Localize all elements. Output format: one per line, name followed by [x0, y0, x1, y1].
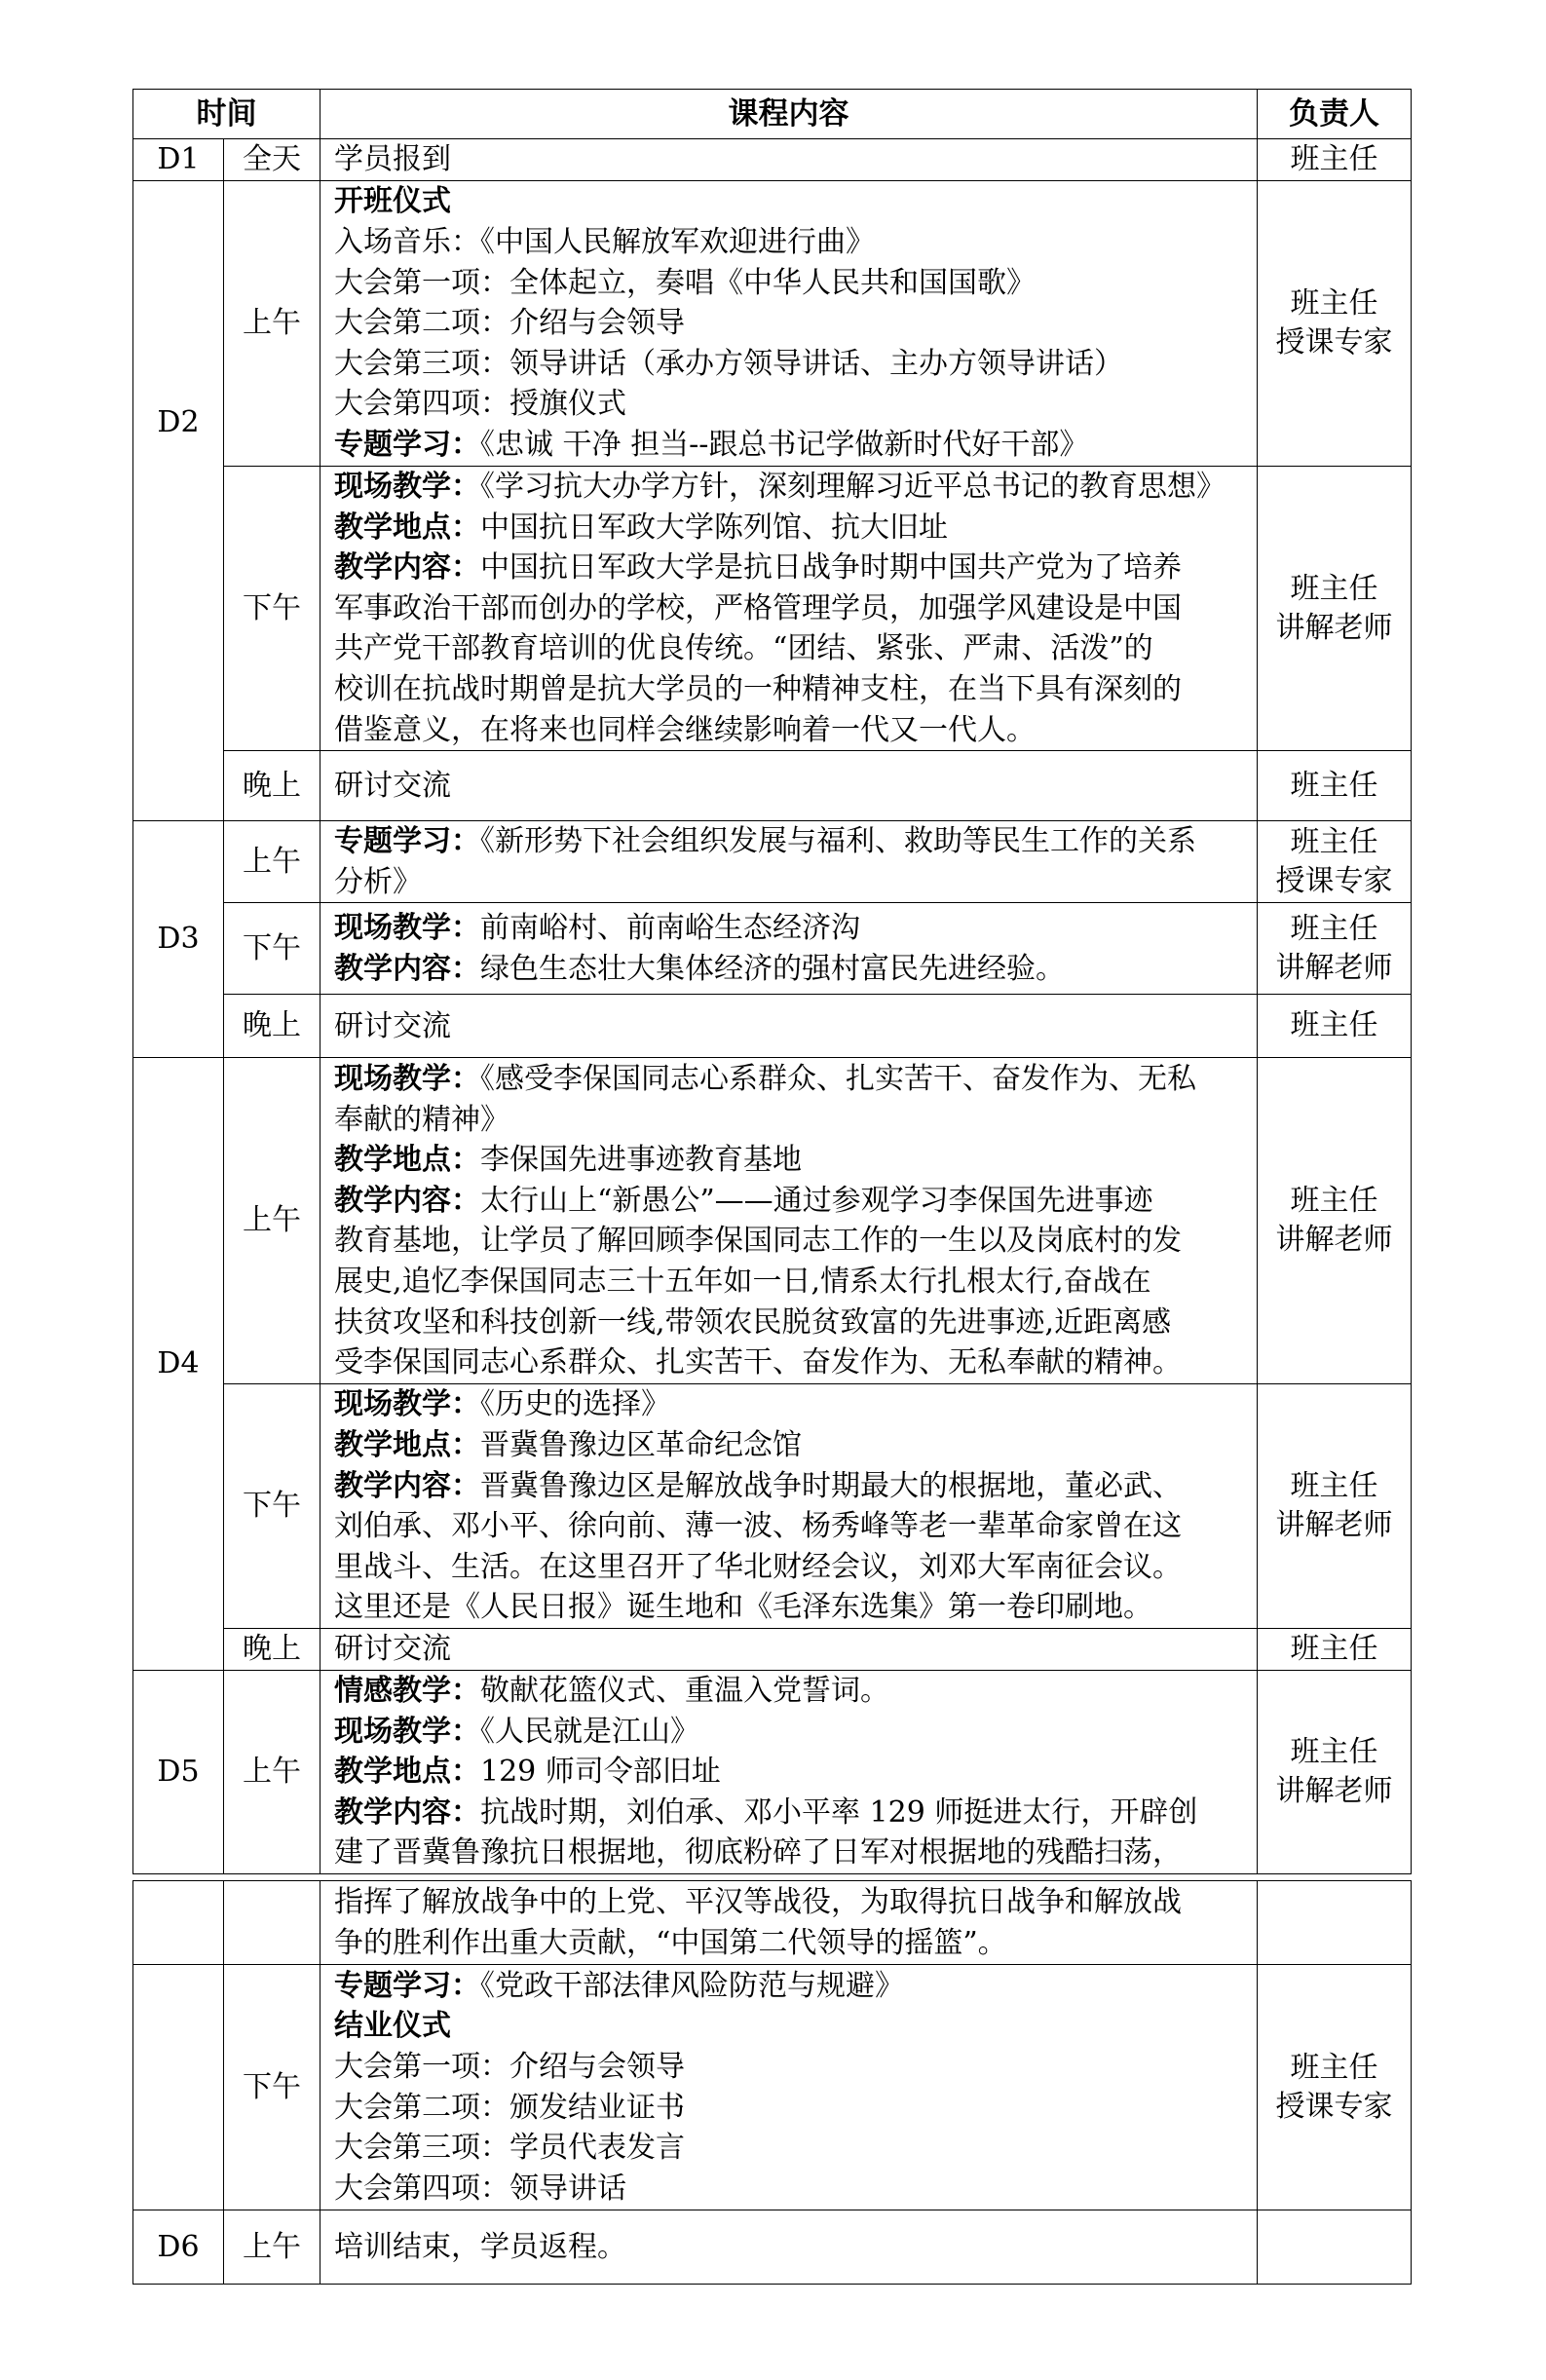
content-line: 研讨交流 — [334, 1008, 451, 1043]
content-line: 教学地点：129 师司令部旧址 — [334, 1755, 721, 1790]
person-name: 授课专家 — [1275, 863, 1393, 898]
content-line: 教学地点：李保国先进事迹教育基地 — [334, 1143, 802, 1178]
content-line: 展史,追忆李保国同志三十五年如一日,情系太行扎根太行,奋战在 — [334, 1264, 1151, 1299]
slot-label: 下午 — [224, 1965, 321, 2210]
content-line: 大会第三项：学员代表发言 — [334, 2131, 685, 2166]
person-cell — [1258, 1670, 1412, 1873]
table-row — [133, 467, 1412, 751]
content-line: 共产党干部教育培训的优良传统。“团结、紧张、严肃、活泼”的 — [334, 631, 1153, 666]
table-row — [133, 751, 1412, 821]
course-content — [321, 903, 1258, 995]
schedule-table-continued — [132, 1880, 1412, 2285]
content-line: 现场教学：前南峪村、前南峪生态经济沟 — [334, 911, 860, 946]
content-line: 现场教学：《人民就是江山》 — [334, 1714, 699, 1749]
day-label — [133, 1965, 224, 2210]
content-line: 借鉴意义，在将来也同样会继续影响着一代又一代人。 — [334, 712, 1036, 747]
course-content — [321, 1058, 1258, 1384]
person-name: 讲解老师 — [1275, 610, 1393, 645]
day-label: D5 — [133, 1670, 224, 1873]
person-cell — [1258, 995, 1412, 1058]
day-label: D6 — [133, 2210, 224, 2285]
day-label: D2 — [133, 181, 224, 821]
person-name: 讲解老师 — [1275, 1773, 1393, 1808]
course-content — [321, 1881, 1258, 1965]
person-cell — [1258, 181, 1412, 467]
person-name: 班主任 — [1290, 911, 1378, 946]
content-line: 研讨交流 — [334, 1632, 451, 1667]
content-line: 大会第一项：介绍与会领导 — [334, 2049, 685, 2084]
course-content — [321, 1628, 1258, 1670]
content-line: 受李保国同志心系群众、扎实苦干、奋发作为、无私奉献的精神。 — [334, 1345, 1182, 1380]
person-cell — [1258, 1628, 1412, 1670]
content-line: 大会第二项：颁发结业证书 — [334, 2090, 685, 2125]
slot-label: 上午 — [224, 1058, 321, 1384]
person-cell — [1258, 1881, 1412, 1965]
content-line: 扶贫攻坚和科技创新一线,带领农民脱贫致富的先进事迹,近距离感 — [334, 1304, 1172, 1340]
person-cell — [1258, 1058, 1412, 1384]
table-row — [133, 1965, 1412, 2210]
table-row — [133, 1881, 1412, 1965]
person-cell — [1258, 751, 1412, 821]
day-label: D3 — [133, 821, 224, 1058]
table-row — [133, 2210, 1412, 2285]
person-name: 授课专家 — [1275, 325, 1393, 359]
course-content — [321, 2210, 1258, 2285]
person-name: 授课专家 — [1275, 2089, 1393, 2124]
course-content — [321, 751, 1258, 821]
schedule-table — [132, 89, 1412, 1874]
person-name: 班主任 — [1290, 1184, 1378, 1219]
slot-label: 下午 — [224, 1384, 321, 1629]
table-row — [133, 1670, 1412, 1873]
slot-label: 上午 — [224, 821, 321, 903]
content-line: 教学内容：晋冀鲁豫边区是解放战争时期最大的根据地，董必武、 — [334, 1468, 1182, 1503]
content-line: 教育基地，让学员了解回顾李保国同志工作的一生以及岗底村的发 — [334, 1224, 1182, 1259]
slot-label: 下午 — [224, 467, 321, 751]
content-line: 现场教学：《学习抗大办学方针，深刻理解习近平总书记的教育思想》 — [334, 470, 1225, 504]
table-row — [133, 821, 1412, 903]
person-cell — [1258, 903, 1412, 995]
course-content — [321, 1670, 1258, 1873]
day-label: D1 — [133, 139, 224, 181]
content-line: 开班仪式 — [334, 184, 451, 219]
content-line: 入场音乐：《中国人民解放军欢迎进行曲》 — [334, 225, 875, 260]
content-line: 大会第四项：领导讲话 — [334, 2171, 626, 2206]
day-label: D4 — [133, 1058, 224, 1671]
content-line: 大会第三项：领导讲话（承办方领导讲话、主办方领导讲话） — [334, 346, 1123, 381]
course-content — [321, 467, 1258, 751]
content-line: 教学内容：中国抗日军政大学是抗日战争时期中国共产党为了培养 — [334, 550, 1182, 586]
header-content: 课程内容 — [321, 90, 1258, 139]
content-line: 里战斗、生活。在这里召开了华北财经会议，刘邓大军南征会议。 — [334, 1549, 1182, 1584]
slot-label: 晚上 — [224, 751, 321, 821]
person-name: 班主任 — [1290, 768, 1378, 803]
content-line: 结业仪式 — [334, 2009, 451, 2044]
content-line: 教学内容：抗战时期，刘伯承、邓小平率 129 师挺进太行，开辟创 — [334, 1794, 1198, 1830]
content-line: 这里还是《人民日报》诞生地和《毛泽东选集》第一卷印刷地。 — [334, 1590, 1152, 1625]
content-line: 情感教学：敬献花篮仪式、重温入党誓词。 — [334, 1673, 889, 1708]
person-name: 班主任 — [1290, 286, 1378, 321]
course-content — [321, 181, 1258, 467]
person-name: 班主任 — [1290, 1008, 1378, 1043]
content-line: 现场教学：《历史的选择》 — [334, 1387, 670, 1422]
content-line: 专题学习：《党政干部法律风险防范与规避》 — [334, 1968, 904, 2003]
content-line: 大会第一项：全体起立，奏唱《中华人民共和国国歌》 — [334, 265, 1036, 300]
person-cell — [1258, 1384, 1412, 1629]
slot-label: 上午 — [224, 2210, 321, 2285]
person-cell — [1258, 1965, 1412, 2210]
slot-label: 下午 — [224, 903, 321, 995]
table-row — [133, 903, 1412, 995]
content-line: 专题学习：《忠诚 干净 担当--跟总书记学做新时代好干部》 — [334, 427, 1089, 462]
slot-label: 全天 — [224, 139, 321, 181]
table-row — [133, 1058, 1412, 1384]
person-name: 讲解老师 — [1275, 950, 1393, 985]
person-cell — [1258, 467, 1412, 751]
content-line: 研讨交流 — [334, 768, 451, 803]
content-line: 军事政治干部而创办的学校，严格管理学员，加强学风建设是中国 — [334, 590, 1182, 625]
header-person: 负责人 — [1258, 90, 1412, 139]
content-line: 教学地点：晋冀鲁豫边区革命纪念馆 — [334, 1427, 802, 1462]
person-name: 讲解老师 — [1275, 1223, 1393, 1258]
table-row — [133, 995, 1412, 1058]
course-content — [321, 1384, 1258, 1629]
slot-label: 晚上 — [224, 995, 321, 1058]
content-line: 刘伯承、邓小平、徐向前、薄一波、杨秀峰等老一辈革命家曾在这 — [334, 1509, 1182, 1544]
person-name: 班主任 — [1290, 2050, 1378, 2085]
table-row — [133, 1384, 1412, 1629]
content-line: 指挥了解放战争中的上党、平汉等战役，为取得抗日战争和解放战 — [334, 1884, 1182, 1919]
day-label — [133, 1881, 224, 1965]
content-line: 教学内容：太行山上“新愚公”——通过参观学习李保国先进事迹 — [334, 1183, 1153, 1218]
header-row — [133, 90, 1412, 139]
person-cell — [1258, 821, 1412, 903]
person-name: 班主任 — [1290, 571, 1378, 606]
course-content — [321, 1965, 1258, 2210]
person-cell — [1258, 2210, 1412, 2285]
person-cell — [1258, 139, 1412, 181]
slot-label: 上午 — [224, 181, 321, 467]
table-row — [133, 139, 1412, 181]
slot-label: 上午 — [224, 1670, 321, 1873]
table-row — [133, 1628, 1412, 1670]
content-line: 教学地点：中国抗日军政大学陈列馆、抗大旧址 — [334, 510, 948, 545]
person-name: 班主任 — [1290, 824, 1378, 859]
content-line: 奉献的精神》 — [334, 1102, 509, 1137]
content-line: 争的胜利作出重大贡献，“中国第二代领导的摇篮”。 — [334, 1925, 1007, 1960]
person-name: 班主任 — [1290, 142, 1378, 176]
content-line: 现场教学：《感受李保国同志心系群众、扎实苦干、奋发作为、无私 — [334, 1061, 1196, 1096]
content-line: 专题学习：《新形势下社会组织发展与福利、救助等民生工作的关系 — [334, 824, 1196, 859]
content-line: 培训结束，学员返程。 — [334, 2229, 626, 2264]
table-row — [133, 181, 1412, 467]
content-line: 建了晋冀鲁豫抗日根据地，彻底粉碎了日军对根据地的残酷扫荡， — [334, 1835, 1182, 1870]
content-line: 大会第二项：介绍与会领导 — [334, 306, 685, 341]
slot-label — [224, 1881, 321, 1965]
content-line: 教学内容：绿色生态壮大集体经济的强村富民先进经验。 — [334, 951, 1065, 986]
content-line: 大会第四项：授旗仪式 — [334, 387, 626, 422]
content-line: 校训在抗战时期曾是抗大学员的一种精神支柱，在当下具有深刻的 — [334, 671, 1182, 706]
content-line: 学员报到 — [334, 142, 451, 177]
person-name: 班主任 — [1290, 1469, 1378, 1504]
person-name: 班主任 — [1290, 1631, 1378, 1666]
course-content — [321, 995, 1258, 1058]
slot-label: 晚上 — [224, 1628, 321, 1670]
course-content — [321, 821, 1258, 903]
person-name: 讲解老师 — [1275, 1508, 1393, 1543]
header-time: 时间 — [133, 90, 321, 139]
content-line: 分析》 — [334, 864, 422, 899]
course-content — [321, 139, 1258, 181]
person-name: 班主任 — [1290, 1734, 1378, 1769]
